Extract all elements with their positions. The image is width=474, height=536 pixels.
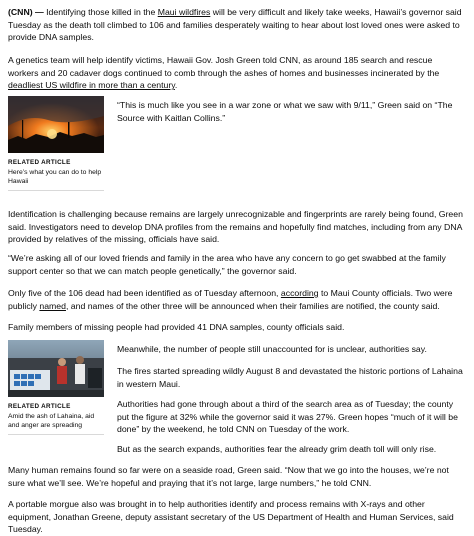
dateline: (CNN) — <box>8 7 44 17</box>
related-headline-1[interactable]: Here’s what you can do to help Hawaii <box>8 169 102 185</box>
paragraph-8: Meanwhile, the number of people still unaccounted for is unclear, authorities say. <box>117 344 427 354</box>
paragraph-3: “This is much like you see in a war zone or what we saw with 9/11,” Green said on “The Source with Kaitlan Collins.” <box>117 100 453 123</box>
wildfire-night-photo[interactable] <box>8 96 104 153</box>
paragraph-2-text-a: A genetics team will help identify victims, Hawaii Gov. Josh Green told CNN, as around 185 search and rescue workers and 20 cadaver dogs continued to comb through the ashes of homes and businesses incinerated by the <box>8 55 440 78</box>
paragraph-6-text-a: Only five of the 106 dead had been identified as of Tuesday afternoon, <box>8 288 281 298</box>
paragraph-9: The fires started spreading wildly August 8 and devastated the historic portions of Lahaina in western Maui. <box>117 366 463 389</box>
paragraph-5: “We’re asking all of our loved friends and family in the area who have any concern to go get swabbed at the family support center so that we can match people genetically,” the governor said. <box>8 253 446 276</box>
paragraph-13: A portable morgue also was brought in to help authorities identify and process remains with X-rays and other equipment, Jonathan Greene, deputy assistant secretary of the US Department of Health and Human Services, said Tuesday. <box>8 499 454 535</box>
paragraph-6 <box>8 287 464 312</box>
related-article-card-2[interactable] <box>8 340 104 435</box>
paragraph-2 <box>8 54 464 92</box>
paragraph-10: Authorities had gone through about a third of the search area as of Tuesday; the county put the figure at 32% while the governor said it was 27%. Green hopes “much of it will be done” by the weekend, he told CNN on Tuesday of the work. <box>117 399 458 435</box>
related-divider-2 <box>8 434 104 435</box>
paragraph-4: Identification is challenging because remains are largely unrecognizable and fingerprints are rarely being found, Green said. Investigators need to develop DNA profiles from the remains and hopefully find matches, including from any DNA provided by relatives of the missing, officials have said. <box>8 209 463 245</box>
paragraph-1 <box>8 6 464 44</box>
lahaina-aid-photo[interactable] <box>8 340 104 397</box>
related-article-card-1[interactable] <box>8 96 104 191</box>
paragraph-6-text-b: to Maui County officials. Two were publicly <box>8 288 453 311</box>
paragraph-11: But as the search expands, authorities fear the already grim death toll will only rise. <box>117 444 437 454</box>
paragraph-7: Family members of missing people had provided 41 DNA samples, county officials said. <box>8 322 345 332</box>
related-divider-1 <box>8 190 104 191</box>
maui-wildfires-link[interactable]: Maui wildfires <box>157 7 211 17</box>
related-kicker-2: RELATED ARTICLE <box>8 403 71 410</box>
related-headline-2[interactable]: Amid the ash of Lahaina, aid and anger are spreading <box>8 413 95 429</box>
paragraph-6-text-c: , and names of the other three will be announced when their families are notified, the county said. <box>65 300 440 311</box>
paragraph-1-text-a: Identifying those killed in the <box>43 7 158 17</box>
paragraph-12: Many human remains found so far were on a seaside road, Green said. “Now that we go into the houses, we’re not sure what we’ll see. We’re hopeful and praying that it’s not large, large numbers,” he told CNN. <box>8 465 449 488</box>
according-link[interactable]: according <box>280 288 319 298</box>
paragraph-2-text-b: . <box>174 80 178 91</box>
named-link[interactable]: named <box>39 300 66 311</box>
deadliest-wildfire-link[interactable]: deadliest US wildfire in more than a century <box>8 80 175 91</box>
related-kicker-1: RELATED ARTICLE <box>8 159 71 166</box>
paragraph-1-text-b: will be very difficult and likely take weeks, Hawaii’s governor said Tuesday as the death toll climbed to 106 and families desperately waiting to hear about lost loved ones were asked to provide DNA samples. <box>8 7 462 43</box>
